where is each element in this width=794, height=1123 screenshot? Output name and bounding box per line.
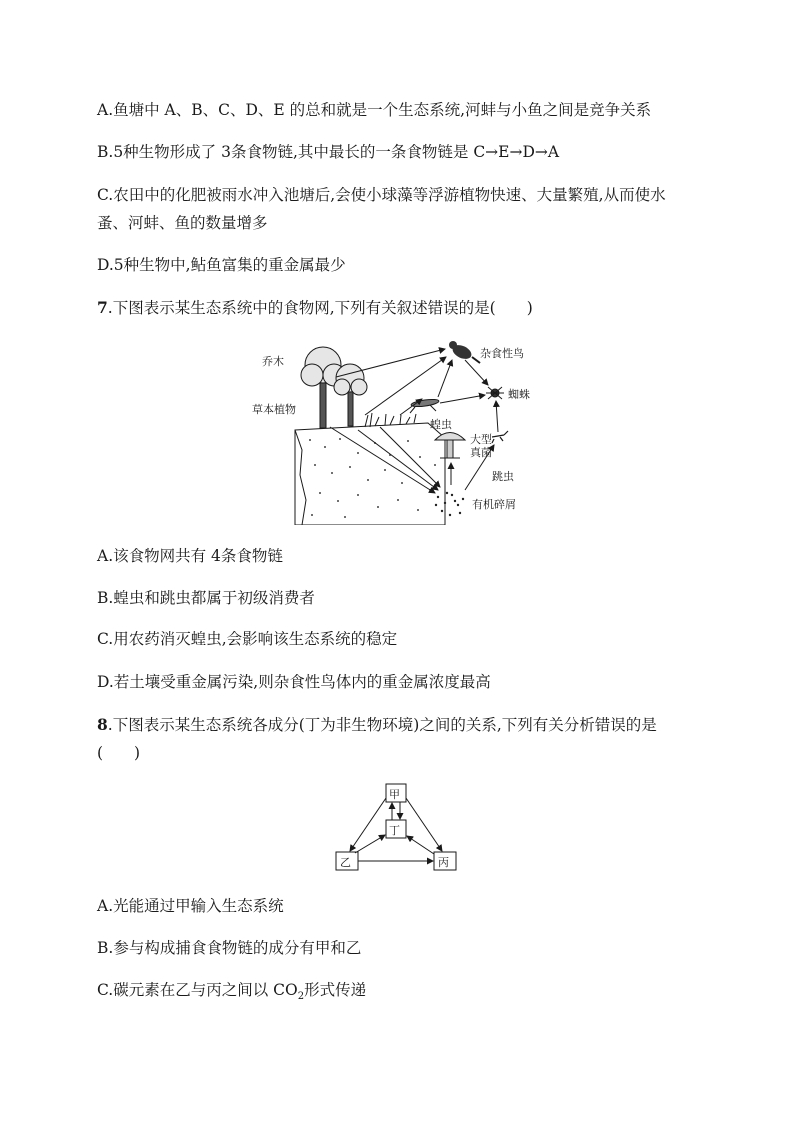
q8-option-c-text: C.碳元素在乙与丙之间以 CO <box>97 981 298 999</box>
q7-option-c: C.用农药消灭蝗虫,会影响该生态系统的稳定 <box>97 630 398 648</box>
label-fungus-2: 真菌 <box>470 446 492 459</box>
food-web-figure <box>240 335 540 525</box>
label-spider: 蜘蛛 <box>508 388 530 401</box>
ecosystem-relation-figure <box>330 778 460 876</box>
springtail-icon <box>492 431 508 443</box>
co2-subscript: 2 <box>297 991 305 1002</box>
q8-stem <box>97 714 657 736</box>
label-springtail: 跳虫 <box>492 470 514 483</box>
label-yi: 乙 <box>340 856 351 869</box>
q6-option-c-line2: 蚤、河蚌、鱼的数量增多 <box>97 214 268 232</box>
bird-icon <box>449 341 480 363</box>
q8-stem-text: .下图表示某生态系统各成分(丁为非生物环境)之间的关系,下列有关分析错误的是 <box>107 716 657 734</box>
label-ding: 丁 <box>389 824 400 837</box>
q7-stem-text: .下图表示某生态系统中的食物网,下列有关叙述错误的是( ) <box>107 299 533 317</box>
label-fungus-1: 大型 <box>470 433 492 446</box>
label-locust: 蝗虫 <box>430 418 452 431</box>
tree-icon <box>301 347 367 428</box>
q6-option-b: B.5种生物形成了 3条食物链,其中最长的一条食物链是 C→E→D→A <box>97 143 560 161</box>
q6-option-c-line1: C.农田中的化肥被雨水冲入池塘后,会使小球藻等浮游植物快速、大量繁殖,从而使水 <box>97 186 666 204</box>
q6-option-a: A.鱼塘中 A、B、C、D、E 的总和就是一个生态系统,河蚌与小鱼之间是竞争关系 <box>97 101 652 119</box>
locust-icon <box>410 398 439 413</box>
q8-option-b: B.参与构成捕食食物链的成分有甲和乙 <box>97 939 362 957</box>
q7-stem <box>97 297 533 319</box>
q7-option-b: B.蝗虫和跳虫都属于初级消费者 <box>97 589 315 607</box>
label-debris: 有机碎屑 <box>472 498 516 511</box>
q8-option-c <box>97 979 366 1004</box>
label-bing: 丙 <box>438 856 449 869</box>
label-bird: 杂食性鸟 <box>480 347 524 360</box>
q7-option-d: D.若土壤受重金属污染,则杂食性鸟体内的重金属浓度最高 <box>97 673 491 691</box>
q8-number: 8 <box>97 715 108 734</box>
label-tree: 乔木 <box>262 355 284 368</box>
label-jia: 甲 <box>389 788 400 801</box>
q7-number: 7 <box>97 298 108 317</box>
q7-option-a: A.该食物网共有 4条食物链 <box>97 547 283 565</box>
spider-icon <box>486 387 504 399</box>
label-herb: 草本植物 <box>252 403 296 416</box>
q8-option-a: A.光能通过甲输入生态系统 <box>97 897 284 915</box>
q8-answer-paren: ( ) <box>97 744 141 762</box>
soil-block <box>295 423 445 525</box>
q8-option-c-text-end: 形式传递 <box>304 981 367 999</box>
q6-option-d: D.5种生物中,鲇鱼富集的重金属最少 <box>97 256 346 274</box>
